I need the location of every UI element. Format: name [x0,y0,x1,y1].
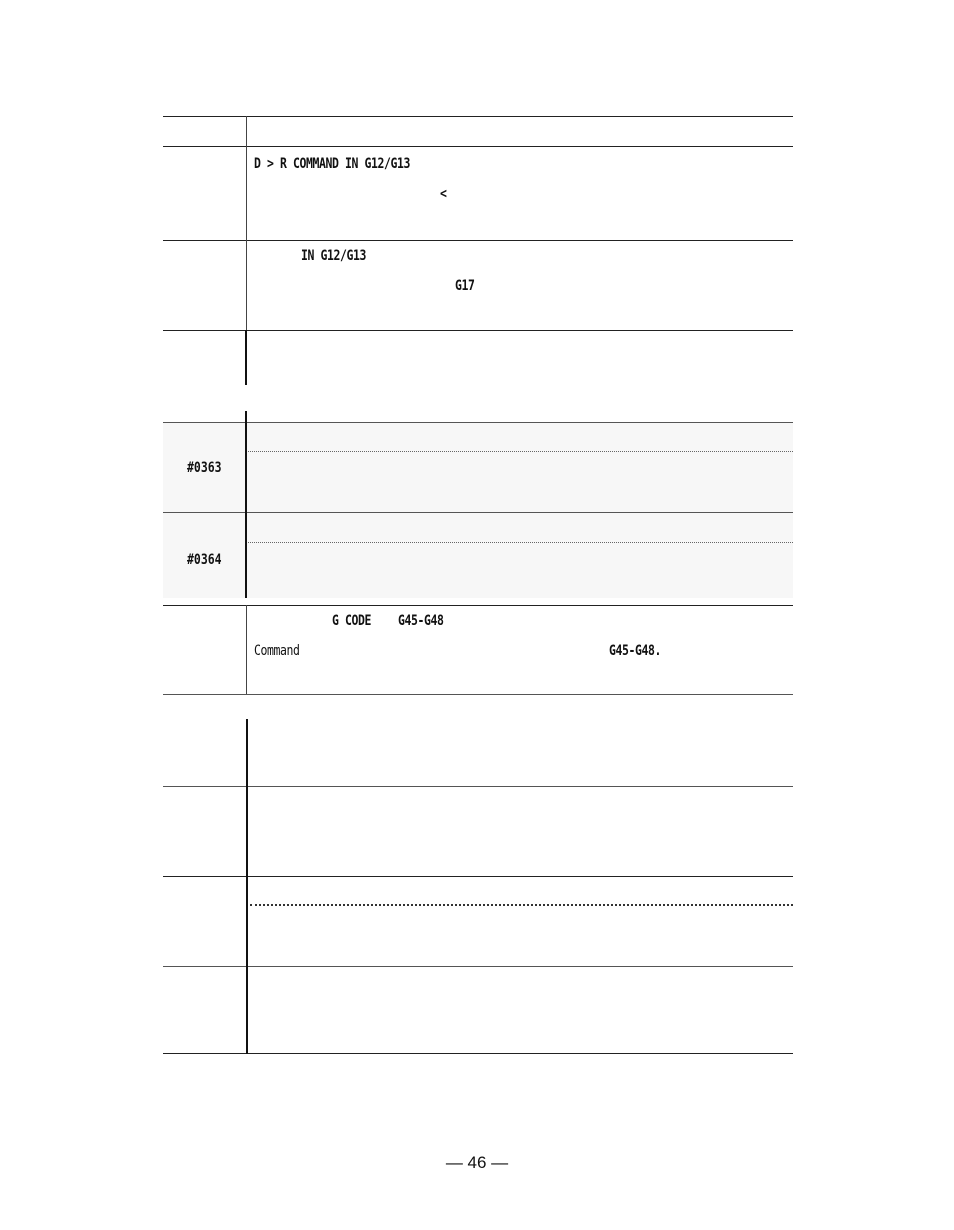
column-divider [246,719,248,876]
page-number: — 46 — [445,1153,509,1172]
dotted-rule [248,451,793,452]
row-text: G45-G48 [398,613,444,629]
dotted-rule [250,904,793,906]
table-rule [163,146,793,147]
parameter-code: #0364 [187,552,222,568]
column-divider [245,330,247,385]
parameter-code: #0363 [187,460,222,476]
table-rule [163,694,793,695]
row-text: G CODE [332,613,372,629]
table-rule [163,876,793,877]
shaded-row-0364 [163,512,793,598]
row-text: G45-G48. [609,643,662,659]
table-rule [163,1053,793,1054]
column-divider [246,116,247,330]
dotted-rule [248,542,793,543]
row-text: D > R COMMAND IN G12/G13 [254,156,411,172]
column-divider [245,411,247,598]
table-rule [163,116,793,117]
row-text: Command [254,643,300,659]
column-divider [246,876,248,1054]
table-rule [163,605,793,606]
table-rule [163,512,793,513]
shaded-row-0363 [163,422,793,512]
table-rule [163,422,793,423]
table-rule [163,786,793,787]
row-text: IN G12/G13 [301,248,367,264]
table-rule [163,330,793,331]
table-rule [163,966,793,967]
row-text: G17 [455,278,475,294]
column-divider [246,605,247,694]
table-rule [163,240,793,241]
row-text: < [440,186,447,202]
